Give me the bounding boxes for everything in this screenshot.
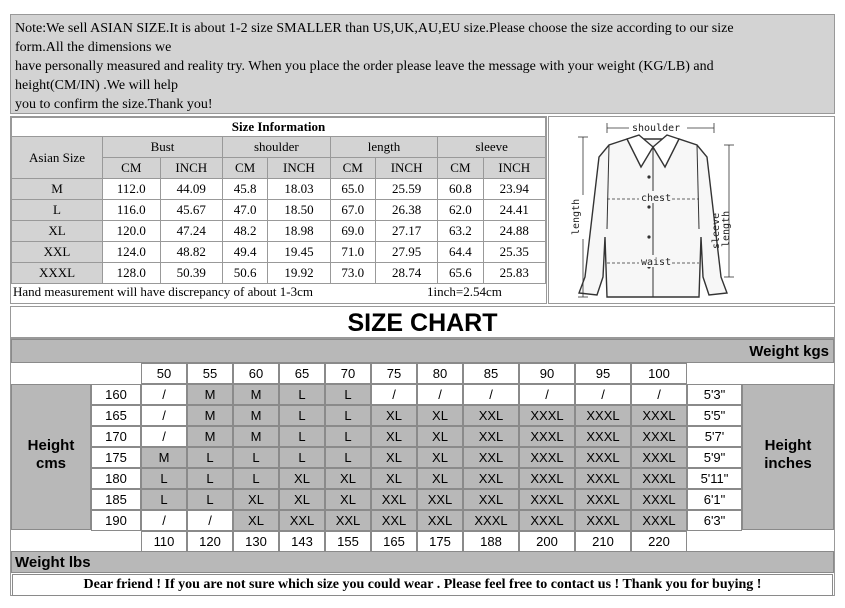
weight-kg-header: 55 bbox=[187, 363, 233, 384]
unit-header: CM bbox=[438, 158, 483, 179]
height-inch-cell: 6'3" bbox=[687, 510, 742, 531]
size-cell: L bbox=[187, 468, 233, 489]
size-cell: L bbox=[325, 426, 371, 447]
size-cell: XXL bbox=[325, 510, 371, 531]
size-cell: XXL bbox=[417, 510, 463, 531]
size-cell: XXXL bbox=[519, 489, 575, 510]
weight-kg-header: 50 bbox=[141, 363, 187, 384]
height-cms-label bbox=[11, 384, 91, 530]
height-inch-cell: 5'7' bbox=[687, 426, 742, 447]
weight-kg-header: 85 bbox=[463, 363, 519, 384]
size-cell: / bbox=[187, 510, 233, 531]
size-cell: L bbox=[187, 489, 233, 510]
size-value: 50.39 bbox=[160, 263, 222, 284]
weight-kg-header: 65 bbox=[279, 363, 325, 384]
inch-conversion-note: 1inch=2.54cm bbox=[427, 284, 502, 299]
unit-header: CM bbox=[223, 158, 268, 179]
size-value: 27.95 bbox=[375, 242, 437, 263]
shirt-diagram bbox=[548, 116, 835, 304]
weight-kgs-band: Weight kgs bbox=[11, 339, 834, 363]
group-header: length bbox=[330, 137, 438, 158]
weight-lbs-cell: 165 bbox=[371, 531, 417, 552]
height-cms-line: Height bbox=[27, 437, 75, 454]
note-line: Note:We sell ASIAN SIZE.It is about 1-2 size SMALLER than US,UK,AU,EU size.Please choose the size according to our size bbox=[15, 21, 734, 36]
size-cell: XXXL bbox=[519, 468, 575, 489]
height-cm-cell: 190 bbox=[91, 510, 141, 531]
size-information-panel bbox=[10, 116, 547, 304]
size-cell: M bbox=[233, 384, 279, 405]
size-cell: / bbox=[141, 426, 187, 447]
size-row bbox=[12, 179, 546, 200]
size-cell: XXL bbox=[463, 426, 519, 447]
size-cell: XXL bbox=[463, 447, 519, 468]
size-cell: XL bbox=[417, 426, 463, 447]
size-cell: L bbox=[187, 447, 233, 468]
height-inch-cell: 5'5" bbox=[687, 405, 742, 426]
weight-kg-header: 60 bbox=[233, 363, 279, 384]
height-inch-cell: 5'11" bbox=[687, 468, 742, 489]
size-cell: XXXL bbox=[631, 405, 687, 426]
size-cell: XL bbox=[417, 405, 463, 426]
size-cell: XL bbox=[417, 447, 463, 468]
size-value: 18.50 bbox=[268, 200, 330, 221]
size-value: 64.4 bbox=[438, 242, 483, 263]
size-cell: / bbox=[371, 384, 417, 405]
size-cell: XXL bbox=[463, 468, 519, 489]
unit-header: CM bbox=[330, 158, 375, 179]
size-cell: XL bbox=[371, 405, 417, 426]
size-cell: M bbox=[187, 405, 233, 426]
size-value: 65.6 bbox=[438, 263, 483, 284]
size-value: 18.03 bbox=[268, 179, 330, 200]
size-value: 49.4 bbox=[223, 242, 268, 263]
size-cell: XXXL bbox=[631, 468, 687, 489]
size-value: 67.0 bbox=[330, 200, 375, 221]
size-rows bbox=[12, 179, 546, 284]
height-inch-cell: 6'1" bbox=[687, 489, 742, 510]
size-value: 19.92 bbox=[268, 263, 330, 284]
size-cell: L bbox=[233, 447, 279, 468]
unit-header: CM bbox=[103, 158, 161, 179]
size-cell: XL bbox=[233, 489, 279, 510]
size-cell: L bbox=[279, 447, 325, 468]
size-cell: L bbox=[325, 405, 371, 426]
size-value: 63.2 bbox=[438, 221, 483, 242]
weight-kg-header: 95 bbox=[575, 363, 631, 384]
size-cell: / bbox=[519, 384, 575, 405]
thank-you-footer: Dear friend ! If you are not sure which size you could wear . Please feel free to contact us ! Thank you for buying ! bbox=[12, 574, 833, 596]
height-inches-line: Height bbox=[764, 437, 812, 454]
size-value: 48.2 bbox=[223, 221, 268, 242]
size-cell: XXXL bbox=[575, 468, 631, 489]
size-cell: XL bbox=[279, 468, 325, 489]
weight-lbs-cell: 120 bbox=[187, 531, 233, 552]
size-cell: / bbox=[141, 405, 187, 426]
height-inches-label bbox=[742, 384, 834, 530]
size-cell: M bbox=[187, 426, 233, 447]
size-cell: XXXL bbox=[575, 405, 631, 426]
size-value: 25.83 bbox=[483, 263, 545, 284]
size-cell: M bbox=[233, 426, 279, 447]
height-cms-line: cms bbox=[35, 455, 67, 472]
height-cm-cell: 175 bbox=[91, 447, 141, 468]
size-value: 128.0 bbox=[103, 263, 161, 284]
size-value: 73.0 bbox=[330, 263, 375, 284]
size-value: 26.38 bbox=[375, 200, 437, 221]
weight-kg-header: 90 bbox=[519, 363, 575, 384]
size-cell: XL bbox=[417, 468, 463, 489]
size-cell: XXL bbox=[371, 489, 417, 510]
size-cell: XXXL bbox=[519, 447, 575, 468]
size-value: 23.94 bbox=[483, 179, 545, 200]
sleeve-length-label: length bbox=[721, 210, 732, 247]
unit-header: INCH bbox=[268, 158, 330, 179]
size-cell: XL bbox=[371, 468, 417, 489]
height-inch-cell: 5'9" bbox=[687, 447, 742, 468]
size-cell: / bbox=[463, 384, 519, 405]
size-label: XXXL bbox=[12, 263, 103, 284]
height-cm-cell: 160 bbox=[91, 384, 141, 405]
chest-label: chest bbox=[641, 193, 672, 204]
size-value: 24.88 bbox=[483, 221, 545, 242]
size-value: 50.6 bbox=[223, 263, 268, 284]
length-label: length bbox=[571, 198, 582, 235]
size-value: 45.67 bbox=[160, 200, 222, 221]
size-cell: XL bbox=[279, 489, 325, 510]
size-cell: XL bbox=[325, 489, 371, 510]
size-cell: XXXL bbox=[463, 510, 519, 531]
size-cell: L bbox=[325, 384, 371, 405]
size-cell: M bbox=[141, 447, 187, 468]
weight-kg-header: 80 bbox=[417, 363, 463, 384]
unit-header: INCH bbox=[375, 158, 437, 179]
size-cell: / bbox=[417, 384, 463, 405]
weight-kg-header: 75 bbox=[371, 363, 417, 384]
size-cell: XXL bbox=[463, 405, 519, 426]
weight-lbs-cell: 200 bbox=[519, 531, 575, 552]
size-cell: XXXL bbox=[575, 426, 631, 447]
size-cell: XXXL bbox=[575, 447, 631, 468]
size-label: XL bbox=[12, 221, 103, 242]
size-cell: L bbox=[279, 405, 325, 426]
height-cm-cell: 185 bbox=[91, 489, 141, 510]
size-cell: XXL bbox=[371, 510, 417, 531]
size-cell: XXXL bbox=[575, 489, 631, 510]
size-value: 44.09 bbox=[160, 179, 222, 200]
size-value: 60.8 bbox=[438, 179, 483, 200]
size-row bbox=[12, 242, 546, 263]
size-value: 124.0 bbox=[103, 242, 161, 263]
size-cell: XXXL bbox=[519, 426, 575, 447]
size-cell: / bbox=[575, 384, 631, 405]
size-cell: XL bbox=[325, 468, 371, 489]
size-cell: XXL bbox=[417, 489, 463, 510]
size-label: M bbox=[12, 179, 103, 200]
size-row bbox=[12, 263, 546, 284]
size-value: 112.0 bbox=[103, 179, 161, 200]
size-cell: XL bbox=[371, 447, 417, 468]
size-value: 28.74 bbox=[375, 263, 437, 284]
size-cell: / bbox=[141, 384, 187, 405]
height-cm-cell: 165 bbox=[91, 405, 141, 426]
size-value: 62.0 bbox=[438, 200, 483, 221]
size-cell: XXXL bbox=[631, 426, 687, 447]
size-cell: / bbox=[631, 384, 687, 405]
size-value: 48.82 bbox=[160, 242, 222, 263]
size-note bbox=[10, 14, 835, 114]
size-chart-title: SIZE CHART bbox=[10, 306, 835, 338]
unit-header: INCH bbox=[160, 158, 222, 179]
size-row bbox=[12, 221, 546, 242]
size-cell: L bbox=[233, 468, 279, 489]
size-cell: M bbox=[233, 405, 279, 426]
weight-lbs-cell: 188 bbox=[463, 531, 519, 552]
size-cell: XXL bbox=[279, 510, 325, 531]
height-inch-cell: 5'3" bbox=[687, 384, 742, 405]
height-inches-line: inches bbox=[764, 455, 812, 472]
size-information-table bbox=[11, 117, 546, 284]
size-cell: XXXL bbox=[519, 405, 575, 426]
size-value: 69.0 bbox=[330, 221, 375, 242]
size-cell: M bbox=[187, 384, 233, 405]
size-value: 47.0 bbox=[223, 200, 268, 221]
weight-kg-header: 70 bbox=[325, 363, 371, 384]
weight-lbs-band: Weight lbs bbox=[11, 551, 834, 573]
size-value: 120.0 bbox=[103, 221, 161, 242]
group-header: shoulder bbox=[223, 137, 331, 158]
height-cm-cell: 170 bbox=[91, 426, 141, 447]
size-value: 65.0 bbox=[330, 179, 375, 200]
weight-lbs-cell: 220 bbox=[631, 531, 687, 552]
note-line: you to confirm the size.Thank you! bbox=[15, 97, 213, 112]
sleeve-label: sleeve bbox=[711, 212, 722, 249]
size-cell: L bbox=[279, 384, 325, 405]
waist-label: waist bbox=[641, 257, 672, 268]
shirt-illustration-icon bbox=[549, 117, 834, 303]
size-chart bbox=[10, 338, 835, 596]
size-value: 24.41 bbox=[483, 200, 545, 221]
height-cm-cell: 180 bbox=[91, 468, 141, 489]
size-cell: XXXL bbox=[631, 510, 687, 531]
size-value: 25.35 bbox=[483, 242, 545, 263]
size-cell: L bbox=[325, 447, 371, 468]
size-cell: XXXL bbox=[631, 489, 687, 510]
group-header: sleeve bbox=[438, 137, 546, 158]
size-cell: XXXL bbox=[519, 510, 575, 531]
size-value: 47.24 bbox=[160, 221, 222, 242]
weight-lbs-cell: 143 bbox=[279, 531, 325, 552]
group-header: Bust bbox=[103, 137, 223, 158]
size-label: L bbox=[12, 200, 103, 221]
size-value: 27.17 bbox=[375, 221, 437, 242]
size-cell: XL bbox=[233, 510, 279, 531]
weight-kg-header: 100 bbox=[631, 363, 687, 384]
weight-lbs-cell: 110 bbox=[141, 531, 187, 552]
size-cell: L bbox=[141, 489, 187, 510]
shoulder-label: shoulder bbox=[632, 123, 681, 134]
size-value: 45.8 bbox=[223, 179, 268, 200]
size-cell: XXXL bbox=[631, 447, 687, 468]
asian-size-header: Asian Size bbox=[12, 137, 103, 179]
size-cell: L bbox=[141, 468, 187, 489]
note-line: height(CM/IN) .We will help bbox=[15, 78, 178, 93]
size-information-title: Size Information bbox=[12, 118, 546, 137]
weight-lbs-cell: 210 bbox=[575, 531, 631, 552]
size-value: 19.45 bbox=[268, 242, 330, 263]
size-value: 25.59 bbox=[375, 179, 437, 200]
weight-lbs-cell: 155 bbox=[325, 531, 371, 552]
size-value: 71.0 bbox=[330, 242, 375, 263]
size-cell: / bbox=[141, 510, 187, 531]
size-label: XXL bbox=[12, 242, 103, 263]
unit-header: INCH bbox=[483, 158, 545, 179]
size-cell: XL bbox=[371, 426, 417, 447]
size-value: 116.0 bbox=[103, 200, 161, 221]
size-cell: L bbox=[279, 426, 325, 447]
hand-measurement-note: Hand measurement will have discrepancy of about 1-3cm bbox=[13, 284, 313, 299]
weight-lbs-cell: 130 bbox=[233, 531, 279, 552]
size-row bbox=[12, 200, 546, 221]
size-value: 18.98 bbox=[268, 221, 330, 242]
size-cell: XXL bbox=[463, 489, 519, 510]
note-line: have personally measured and reality try. When you place the order please leave the message with your weight (KG/LB) and bbox=[15, 59, 714, 74]
size-cell: XXXL bbox=[575, 510, 631, 531]
note-line: form.All the dimensions we bbox=[15, 40, 172, 55]
weight-lbs-cell: 175 bbox=[417, 531, 463, 552]
